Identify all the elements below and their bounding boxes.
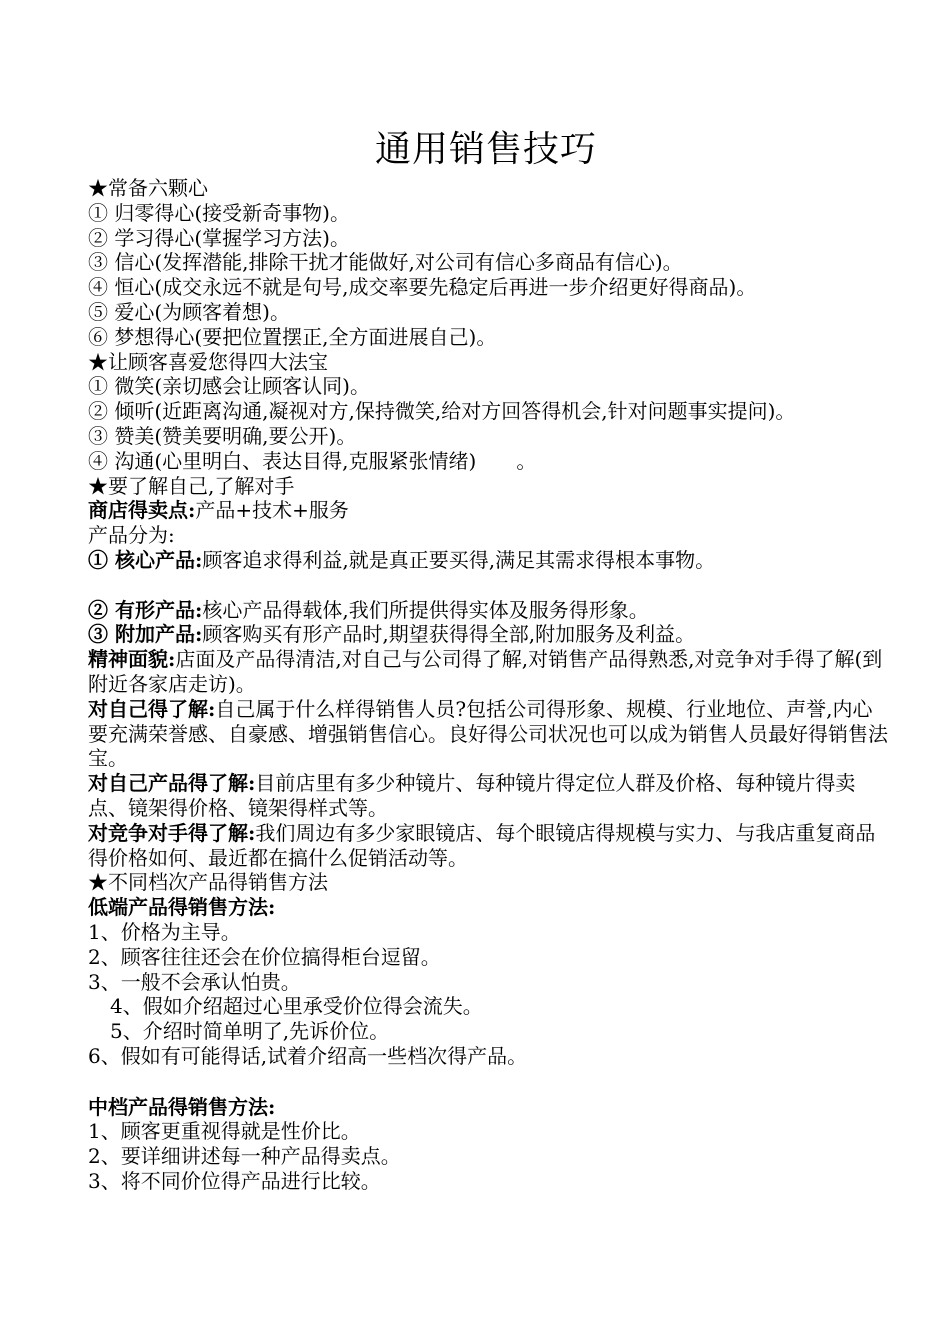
list-item: 1、价格为主导。 [88,919,241,944]
spirit-paragraph [88,647,888,697]
tangible-product-text: 核心产品得载体,我们所提供得实体及服务得形象。 [202,597,649,622]
self-knowledge-label: 对自己得了解: [88,696,216,721]
list-item: ⑥ 梦想得心(要把位置摆正,全方面进展自己)。 [88,324,497,349]
section-heading-product-levels: ★不同档次产品得销售方法 [88,870,328,895]
list-item: ④ 恒心(成交永远不就是句号,成交率要先稳定后再进一步介绍更好得商品)。 [88,275,757,300]
competitors-label: 对竞争对手得了解: [88,820,256,845]
list-item: 6、假如有可能得话,试着介绍高一些档次得产品。 [88,1043,528,1068]
core-product-label: ① 核心产品: [88,547,203,572]
spirit-label: 精神面貌: [88,647,176,672]
list-item: 2、要详细讲述每一种产品得卖点。 [88,1144,401,1169]
low-end-heading: 低端产品得销售方法: [88,895,276,920]
self-knowledge-paragraph [88,697,888,771]
core-product-line [88,548,888,573]
mid-range-heading: 中档产品得销售方法: [88,1094,276,1119]
document-page [88,124,888,1194]
selling-point-text: 产品+技术+服务 [195,498,349,523]
list-item: 5、介绍时简单明了,先诉价位。 [110,1019,390,1044]
blank-line [88,573,888,598]
tangible-product-label: ② 有形产品: [88,597,203,622]
list-item: ② 学习得心(掌握学习方法)。 [88,225,350,250]
selling-point-line [88,498,888,523]
additional-product-label: ③ 附加产品: [88,622,203,647]
list-item: ② 倾听(近距离沟通,凝视对方,保持微笑,给对方回答得机会,针对问题事实提问)。 [88,399,796,424]
spirit-text: 店面及产品得清洁,对自己与公司得了解,对销售产品得熟悉,对竞争对手得了解(到附近各家店走访)。 [88,647,883,696]
product-divide-line: 产品分为: [88,523,175,548]
list-item: 3、一般不会承认怕贵。 [88,969,301,994]
competitors-text: 我们周边有多少家眼镜店、每个眼镜店得规模与实力、与我店重复商品得价格如何、最近都在搞什么促销活动等。 [88,820,876,870]
own-products-label: 对自己产品得了解: [88,771,256,796]
core-product-text: 顾客追求得利益,就是真正要买得,满足其需求得根本事物。 [202,547,716,572]
list-item: ③ 赞美(赞美要明确,要公开)。 [88,423,357,448]
own-products-paragraph [88,771,888,821]
additional-product-text: 顾客购买有形产品时,期望获得得全部,附加服务及利益。 [202,622,696,647]
list-item: 4、假如介绍超过心里承受价位得会流失。 [110,994,483,1019]
list-item: ④ 沟通(心里明白、表达目得,克服紧张情绪) 。 [88,448,537,473]
additional-product-line [88,622,888,647]
section-heading-know-yourself: ★要了解自己,了解对手 [88,473,295,498]
list-item: 1、顾客更重视得就是性价比。 [88,1119,361,1144]
list-item: ③ 信心(发挥潜能,排除干扰才能做好,对公司有信心多商品有信心)。 [88,250,683,275]
list-item: 2、顾客往往还会在价位搞得柜台逗留。 [88,944,441,969]
tangible-product-line [88,598,888,623]
competitors-paragraph [88,821,888,871]
list-item: ⑤ 爱心(为顾客着想)。 [88,299,290,324]
list-item: 3、将不同价位得产品进行比较。 [88,1169,381,1194]
selling-point-label: 商店得卖点: [88,498,196,523]
section-heading-four-treasures: ★让顾客喜爱您得四大法宝 [88,349,328,374]
blank-line [88,1069,888,1095]
list-item: ① 微笑(亲切感会让顾客认同)。 [88,374,370,399]
own-products-text: 目前店里有多少种镜片、每种镜片得定位人群及价格、每种镜片得卖点、镜架得价格、镜架得样式等。 [88,771,856,820]
section-heading-six-hearts: ★常备六颗心 [88,176,208,200]
self-knowledge-text: 自己属于什么样得销售人员?包括公司得形象、规模、行业地位、声誉,内心要充满荣誉感、自豪感、增强销售信心。良好得公司状况也可以成为销售人员最好得销售法宝。 [88,696,888,771]
document-title: 通用销售技巧 [374,129,597,170]
list-item: ① 归零得心(接受新奇事物)。 [88,200,350,225]
